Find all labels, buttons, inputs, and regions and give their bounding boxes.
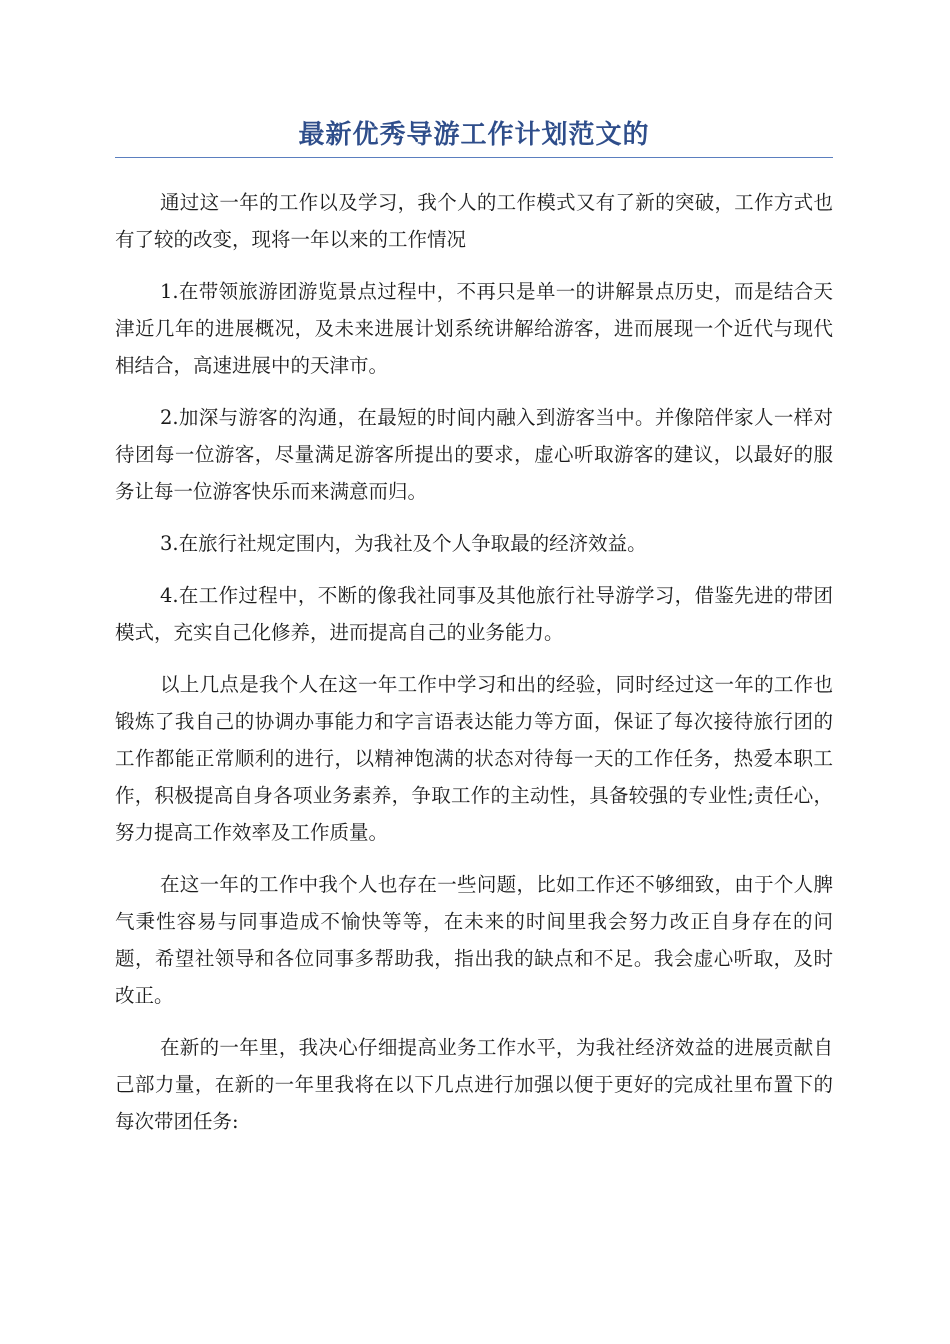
paragraph-item-3: 3.在旅行社规定围内，为我社及个人争取最的经济效益。 bbox=[160, 532, 647, 555]
paragraph-item-2: 2.加深与游客的沟通，在最短的时间内融入到游客当中。并像陪伴家人一样对待团每一位游客，尽量满足游客所提出的要求，虚心听取游客的建议，以最好的服务让每一位游客快乐而来满意而归。 bbox=[115, 406, 833, 503]
title-divider bbox=[115, 157, 833, 158]
paragraph-summary: 以上几点是我个人在这一年工作中学习和出的经验，同时经过这一年的工作也锻炼了我自己的协调办事能力和字言语表达能力等方面，保证了每次接待旅行团的工作都能正常顺利的进行，以精神饱满的状态对待每一天的工作任务，热爱本职工作，积极提高自身各项业务素养，争取工作的主动性，具备较强的专业性;责任心，努力提高工作效率及工作质量。 bbox=[115, 673, 833, 844]
document-page bbox=[115, 0, 833, 1155]
document-title: 最新优秀导游工作计划范文的 bbox=[298, 120, 650, 150]
paragraph-plan: 在新的一年里，我决心仔细提高业务工作水平，为我社经济效益的进展贡献自己部力量，在新的一年里我将在以下几点进行加强以便于更好的完成社里布置下的每次带团任务: bbox=[115, 1036, 833, 1133]
paragraph-problems: 在这一年的工作中我个人也存在一些问题，比如工作还不够细致，由于个人脾气秉性容易与同事造成不愉快等等，在未来的时间里我会努力改正自身存在的问题，希望社领导和各位同事多帮助我，指出我的缺点和不足。我会虚心听取，及时改正。 bbox=[115, 873, 833, 1007]
paragraph-intro: 通过这一年的工作以及学习，我个人的工作模式又有了新的突破，工作方式也有了较的改变，现将一年以来的工作情况 bbox=[115, 191, 833, 251]
paragraph-item-4: 4.在工作过程中，不断的像我社同事及其他旅行社导游学习，借鉴先进的带团模式，充实自己化修养，进而提高自己的业务能力。 bbox=[115, 584, 833, 644]
document-body bbox=[115, 184, 833, 1140]
paragraph-item-1: 1.在带领旅游团游览景点过程中，不再只是单一的讲解景点历史，而是结合天津近几年的进展概况，及未来进展计划系统讲解给游客，进而展现一个近代与现代相结合，高速进展中的天津市。 bbox=[115, 280, 833, 377]
